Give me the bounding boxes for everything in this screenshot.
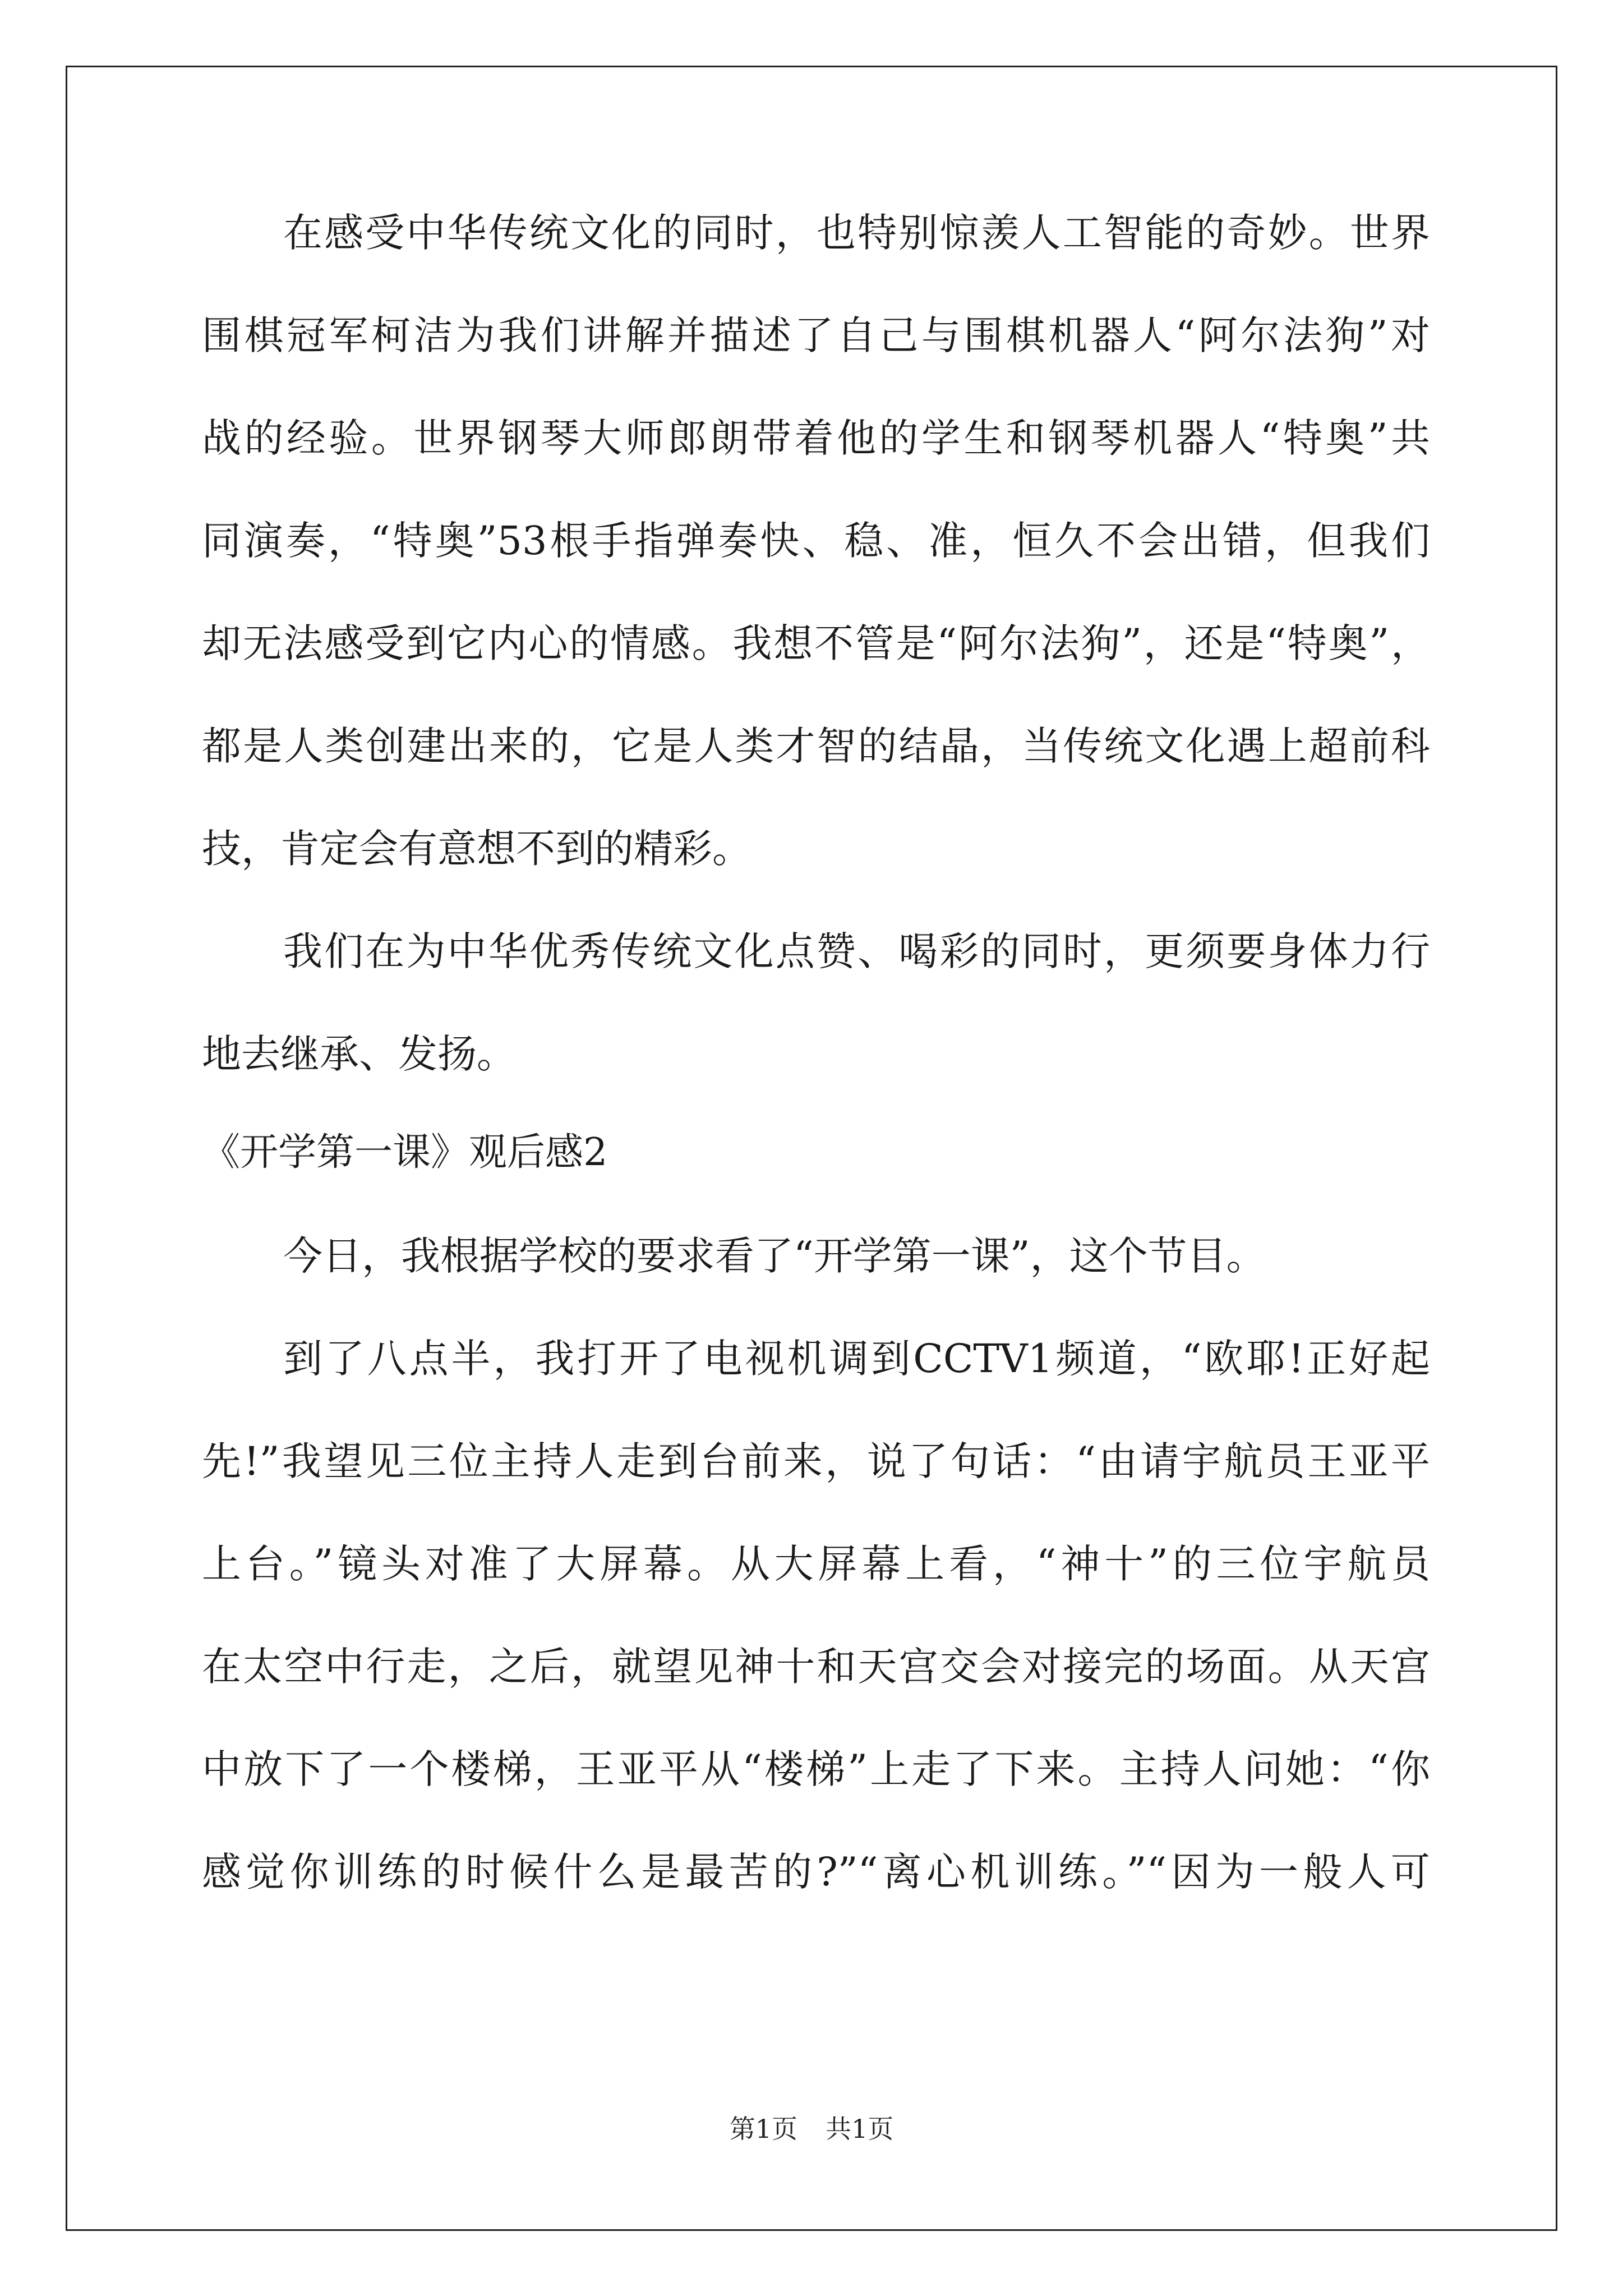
text-line: 上台。”镜头对准了大屏幕。从大屏幕上看，“神十”的三位宇航员: [202, 1541, 1430, 1587]
text-line: 都是人类创建出来的，它是人类才智的结晶，当传统文化遇上超前科: [202, 723, 1430, 769]
text-line: 中放下了一个楼梯，王亚平从“楼梯”上走了下来。主持人问她：“你: [202, 1746, 1430, 1792]
section-heading: 《开学第一课》观后感2: [202, 1130, 608, 1175]
text-line: 今日，我根据学校的要求看了“开学第一课”，这个节目。: [283, 1233, 1266, 1279]
page-total: 共1页: [826, 2114, 894, 2144]
text-line: 围棋冠军柯洁为我们讲解并描述了自己与围棋机器人“阿尔法狗”对: [202, 312, 1430, 358]
text-line: 先!”我望见三位主持人走到台前来，说了句话：“由请宇航员王亚平: [202, 1438, 1430, 1484]
text-line: 技，肯定会有意想不到的精彩。: [202, 826, 751, 872]
text-line: 在感受中华传统文化的同时，也特别惊羡人工智能的奇妙。世界: [283, 210, 1430, 256]
text-line: 在太空中行走，之后，就望见神十和天宫交会对接完的场面。从天宫: [202, 1644, 1430, 1690]
text-line: 我们在为中华优秀传统文化点赞、喝彩的同时，更须要身体力行: [283, 928, 1430, 974]
page-number: 第1页: [729, 2114, 797, 2144]
text-line: 到了八点半，我打开了电视机调到CCTV1频道，“欧耶!正好起: [283, 1336, 1430, 1382]
text-line: 同演奏，“特奥”53根手指弹奏快、稳、准，恒久不会出错，但我们: [202, 518, 1430, 564]
text-line: 战的经验。世界钢琴大师郎朗带着他的学生和钢琴机器人“特奥”共: [202, 415, 1430, 461]
text-line: 感觉你训练的时候什么是最苦的?”“离心机训练。”“因为一般人可: [202, 1849, 1430, 1895]
text-line: 地去继承、发扬。: [202, 1031, 516, 1077]
text-line: 却无法感受到它内心的情感。我想不管是“阿尔法狗”，还是“特奥”，: [202, 620, 1430, 666]
page-footer: [0, 2112, 1623, 2146]
